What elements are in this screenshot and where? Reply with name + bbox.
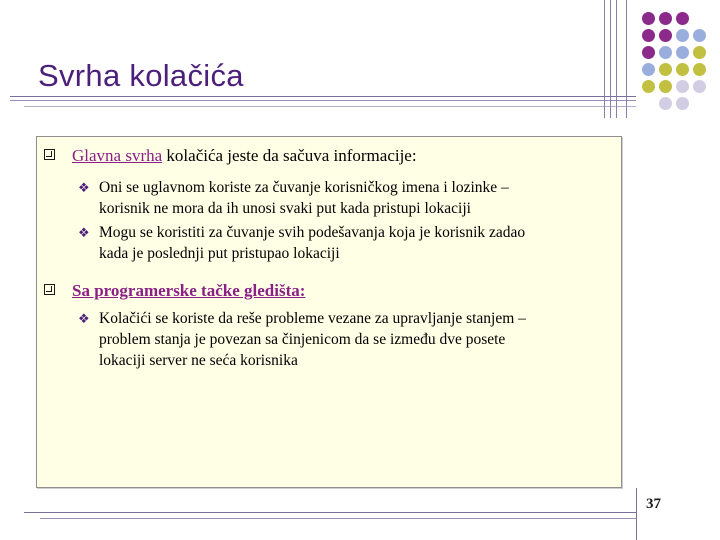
- dot: [676, 29, 689, 42]
- dot: [676, 63, 689, 76]
- text-line: Mogu se koristiti za čuvanje svih podešavanja koja je korisnik zadao: [99, 224, 526, 241]
- sub-bullet-text: [99, 177, 509, 219]
- footer-rule-2: [40, 518, 636, 519]
- dot: [676, 80, 689, 93]
- footer-rule-1: [24, 512, 636, 513]
- diamond-bullet-icon: ❖: [78, 225, 90, 240]
- checkbox-square-icon: [44, 149, 55, 160]
- bullet-text: [72, 146, 417, 166]
- text-line: Oni se uglavnom koriste za čuvanje korisničkog imena i lozinke –: [99, 179, 509, 196]
- title-rule-2: [10, 100, 636, 101]
- bullet-rest: kolačića jeste da sačuva informacije:: [162, 146, 417, 165]
- text-line: Kolačići se koriste da reše probleme vezane za upravljanje stanjem –: [99, 310, 526, 327]
- checkbox-square-icon: [44, 284, 55, 295]
- sub-bullet-text: [99, 222, 525, 264]
- dot: [642, 63, 655, 76]
- text-line: korisnik ne mora da ih unosi svaki put kada pristupi lokaciji: [99, 200, 471, 217]
- text-line: problem stanja je povezan sa činjenicom da se između dve posete: [99, 331, 506, 348]
- dot: [676, 46, 689, 59]
- decorative-dot-grid: [640, 10, 710, 110]
- vertical-rule-2: [610, 0, 611, 118]
- bullet-lead: Sa programerske tačke gledišta:: [72, 281, 306, 300]
- dot: [659, 80, 672, 93]
- vertical-rule-1: [604, 0, 605, 118]
- page-number: 37: [646, 496, 661, 512]
- dot: [659, 29, 672, 42]
- bullet-lead: Glavna svrha: [72, 146, 163, 165]
- dot: [676, 97, 689, 110]
- dot: [642, 29, 655, 42]
- dot: [659, 63, 672, 76]
- sub-bullet-text: [99, 308, 526, 371]
- dot: [676, 12, 689, 25]
- dot: [642, 80, 655, 93]
- slide-title: Svrha kolačića: [38, 58, 244, 93]
- diamond-bullet-icon: ❖: [78, 180, 90, 195]
- bullet-text: [72, 281, 305, 301]
- text-line: kada je poslednji put pristupao lokaciji: [99, 245, 340, 262]
- diamond-bullet-icon: ❖: [78, 311, 90, 326]
- dot: [642, 12, 655, 25]
- dot: [693, 63, 706, 76]
- dot: [659, 46, 672, 59]
- dot: [642, 46, 655, 59]
- vertical-rule-4: [626, 0, 627, 118]
- dot: [693, 29, 706, 42]
- text-line: lokaciji server ne seća korisnika: [99, 352, 298, 369]
- vertical-rule-3: [616, 0, 617, 118]
- dot: [659, 12, 672, 25]
- dot: [659, 97, 672, 110]
- footer-vertical-rule: [636, 488, 637, 540]
- dot: [693, 46, 706, 59]
- title-rule-1: [10, 96, 636, 97]
- dot: [693, 80, 706, 93]
- title-rule-3: [24, 106, 636, 107]
